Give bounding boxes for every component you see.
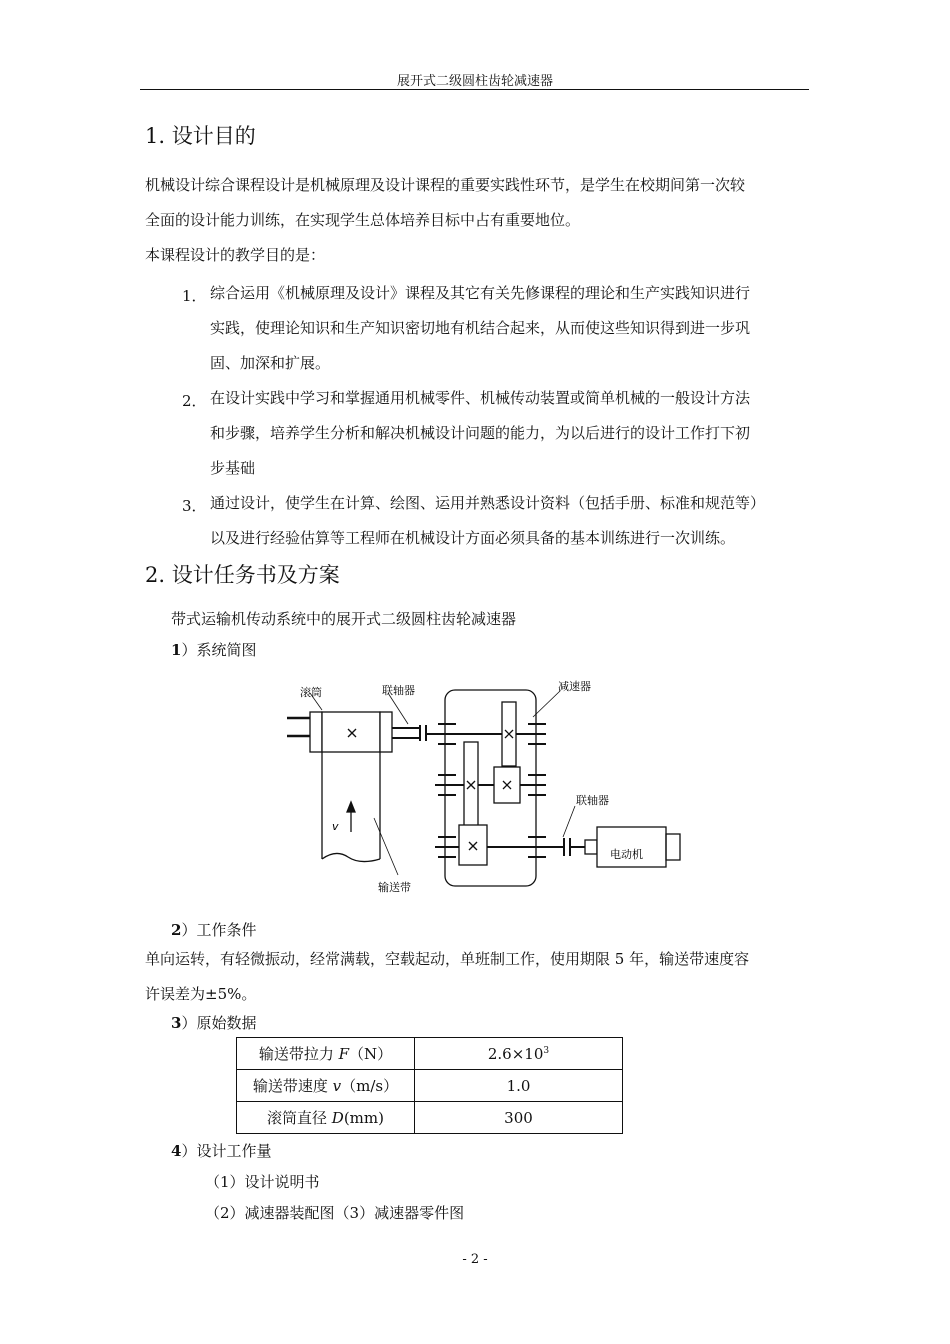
subsection-4-label: ）设计工作量 [181,1142,272,1160]
table-cell-value [415,1038,623,1070]
para2: 本课程设计的教学目的是： [145,246,326,264]
label-coupling-1: 联轴器 [382,684,415,697]
list-item-2-line3: 步基础 [210,459,256,477]
workload-item-1: （1）设计说明书 [205,1173,320,1191]
list-item-3-number: 3． [182,497,207,515]
list-item-1-number: 1． [182,287,207,305]
list-item-2-line1: 在设计实践中学习和掌握通用机械零件、机械传动装置或简单机械的一般设计方法 [210,389,751,407]
subsection-1-label: ）系统简图 [181,641,257,659]
label-reducer: 减速器 [558,680,591,693]
page-number: - 2 - [462,1252,488,1267]
conditions-line2: 许误差为±5%。 [145,985,257,1003]
param-unit: （m/s） [341,1077,399,1095]
para1-line2: 全面的设计能力训练，在实现学生总体培养目标中占有重要地位。 [145,211,581,229]
table-cell-param [237,1102,415,1134]
list-item-2-number: 2． [182,392,207,410]
param-symbol: F [338,1045,350,1063]
label-motor: 电动机 [610,848,643,861]
list-item-3-line1: 通过设计，使学生在计算、绘图、运用并熟悉设计资料（包括手册、标准和规范等） [210,494,766,512]
section2-heading: 2. 设计任务书及方案 [145,563,340,587]
param-text: 输送带速度 [252,1077,333,1095]
table-row [237,1038,623,1070]
label-velocity: v [332,820,339,833]
subsection-1-number: 1 [171,641,182,659]
list-item-1 [210,276,808,381]
subsection-3-title [171,1012,256,1033]
workload-item-2: （2）减速器装配图（3）减速器零件图 [205,1204,465,1222]
value-text: 1.0 [506,1076,531,1095]
header-rule [140,89,809,90]
subsection-3-label: ）原始数据 [181,1014,257,1032]
table-cell-value [415,1070,623,1102]
section1-paragraph [145,168,810,273]
list-item-2-line2: 和步骤，培养学生分析和解决机械设计问题的能力，为以后进行的设计工作打下初 [210,424,751,442]
table-row [237,1070,623,1102]
param-text: 输送带拉力 [258,1045,339,1063]
param-text: 滚筒直径 [267,1109,332,1127]
label-drum: 滚筒 [300,686,322,699]
label-belt: 输送带 [378,881,411,894]
para1-line1: 机械设计综合课程设计是机械原理及设计课程的重要实践性环节，是学生在校期间第一次较 [145,176,746,194]
label-coupling-2: 联轴器 [576,794,609,807]
param-unit: （N） [349,1045,393,1063]
section1-heading: 1. 设计目的 [145,124,256,148]
conditions-line1: 单向运转，有轻微振动，经常满载，空载起动，单班制工作，使用期限 5 年，输送带速度容 [145,950,750,968]
section2-subtitle: 带式运输机传动系统中的展开式二级圆柱齿轮减速器 [171,610,517,628]
value-text: 300 [504,1108,533,1127]
subsection-2-number: 2 [171,921,182,939]
param-symbol: v [332,1077,342,1095]
table-row [237,1102,623,1134]
original-data-table [236,1037,623,1134]
subsection-3-number: 3 [171,1014,182,1032]
subsection-4-number: 4 [171,1142,182,1160]
subsection-2-label: ）工作条件 [181,921,257,939]
list-item-1-line3: 固、加深和扩展。 [210,354,331,372]
subsection-2-title [171,919,256,940]
subsection-4-title [171,1140,271,1161]
value-exponent: 3 [543,1045,550,1056]
param-unit: (mm) [343,1109,384,1127]
value-text: 2.6×10 [487,1044,544,1063]
working-conditions [145,942,810,1012]
list-item-3-line2: 以及进行经验估算等工程师在机械设计方面必须具备的基本训练进行一次训练。 [210,529,736,547]
system-diagram [280,672,690,897]
table-cell-param [237,1038,415,1070]
list-item-2 [210,381,808,486]
table-cell-value [415,1102,623,1134]
table-cell-param [237,1070,415,1102]
list-item-3 [210,486,808,556]
running-header: 展开式二级圆柱齿轮减速器 [396,74,553,89]
list-item-1-line1: 综合运用《机械原理及设计》课程及其它有关先修课程的理论和生产实践知识进行 [210,284,751,302]
list-item-1-line2: 实践，使理论知识和生产知识密切地有机结合起来，从而使这些知识得到进一步巩 [210,319,751,337]
param-symbol: D [331,1109,344,1127]
subsection-1-title [171,639,256,660]
